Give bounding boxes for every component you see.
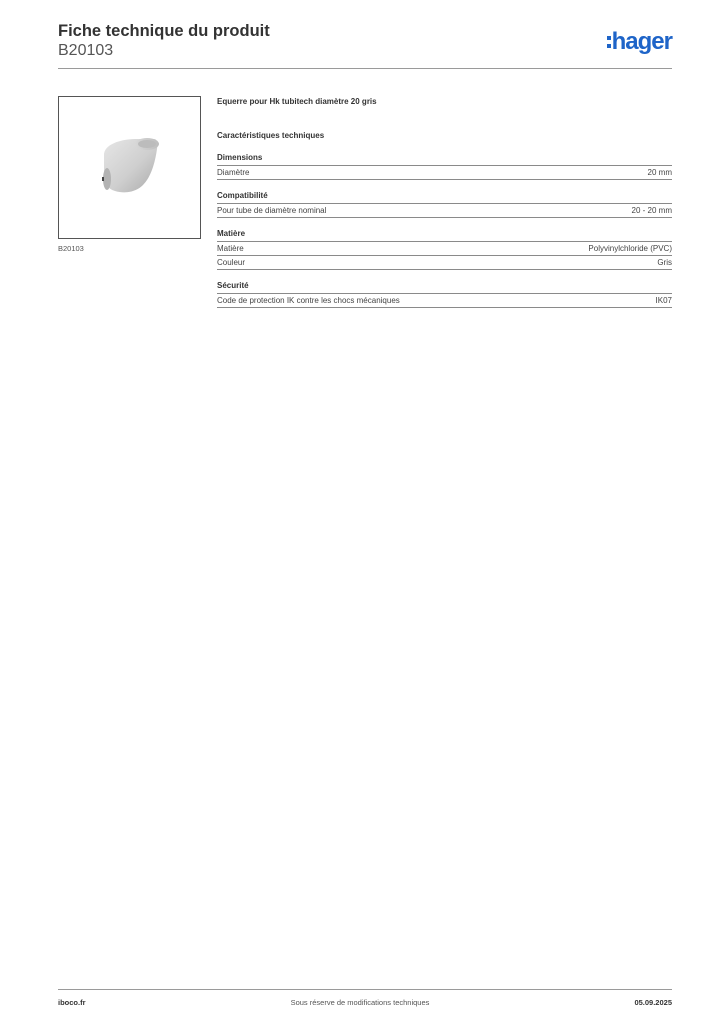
spec-value: 20 mm	[647, 168, 672, 177]
spec-label: Matière	[217, 244, 244, 253]
section-dimensions	[217, 152, 672, 180]
section-title: Dimensions	[217, 152, 672, 166]
section-compatibility	[217, 190, 672, 218]
section-title: Sécurité	[217, 280, 672, 294]
product-details	[217, 96, 672, 308]
footer-date: 05.09.2025	[634, 998, 672, 1007]
spec-label: Diamètre	[217, 168, 250, 177]
spec-row	[217, 166, 672, 180]
spec-value: Polyvinylchloride (PVC)	[588, 244, 672, 253]
product-reference: B20103	[58, 42, 114, 59]
spec-label: Couleur	[217, 258, 246, 267]
logo-dots-icon	[607, 36, 611, 48]
product-description: Equerre pour Hk tubitech diamètre 20 gris	[217, 97, 377, 106]
section-safety	[217, 280, 672, 308]
document-title: Fiche technique du produit	[58, 22, 270, 40]
spec-row	[217, 242, 672, 256]
product-image	[58, 96, 201, 239]
spec-value: Gris	[657, 258, 672, 267]
spec-row	[217, 204, 672, 218]
pvc-elbow-icon	[59, 97, 200, 238]
spec-row	[217, 294, 672, 308]
section-title: Compatibilité	[217, 190, 672, 204]
logo-text: hager	[611, 28, 672, 55]
image-caption: B20103	[58, 244, 84, 253]
page-footer	[58, 989, 672, 1007]
page-header	[58, 21, 672, 69]
spec-label: Code de protection IK contre les chocs mécaniques	[217, 296, 400, 305]
spec-label: Pour tube de diamètre nominal	[217, 206, 327, 215]
footer-site: iboco.fr	[58, 998, 86, 1007]
spec-value: IK07	[655, 296, 672, 305]
spec-heading: Caractéristiques techniques	[217, 131, 325, 140]
section-material	[217, 228, 672, 270]
spec-value: 20 - 20 mm	[631, 206, 672, 215]
spec-row	[217, 256, 672, 270]
footer-notice: Sous réserve de modifications techniques	[290, 998, 430, 1007]
hager-logo	[607, 30, 672, 54]
section-title: Matière	[217, 228, 672, 242]
